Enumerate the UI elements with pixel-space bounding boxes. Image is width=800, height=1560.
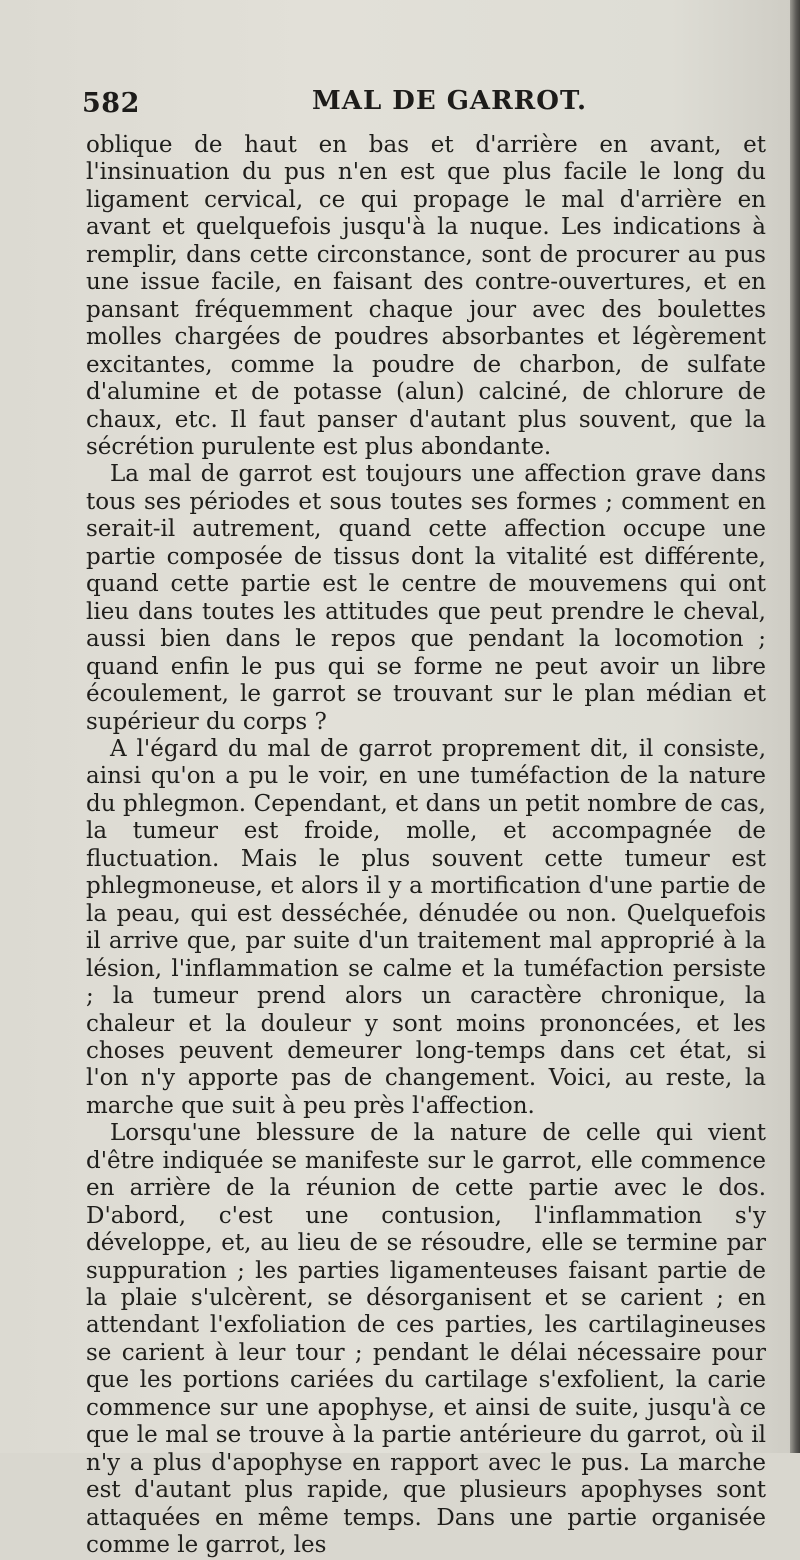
page-header	[82, 82, 772, 122]
paragraph-gravity: La mal de garrot est toujours une affection grave dans tous ses périodes et sous toutes ses formes ; comment en serait-il autrement, quand cette affection occupe une partie composée de tissus dont la vitalité est différente, quand cette partie est le centre de mouvemens qui ont lieu dans toutes les attitudes que peut prendre le cheval, aussi bien dans le repos que pendant la locomotion ; quand enfin le pus qui se forme ne peut avoir un libre écoulement, le garrot se trouvant sur le plan médian et supérieur du corps ?	[86, 461, 766, 735]
page-edge-shadow	[790, 0, 800, 1453]
running-title: MAL DE GARROT.	[312, 86, 587, 116]
body-text	[86, 132, 766, 1560]
paragraph-progression: Lorsqu'une blessure de la nature de celle qui vient d'être indiquée se manifeste sur le garrot, elle commence en arrière de la réunion de cette partie avec le dos. D'abord, c'est une contusion, l'inflammation s'y développe, et, au lieu de se résoudre, elle se termine par suppuration ; les parties ligamenteuses faisant partie de la plaie s'ulcèrent, se désorganisent et se carient ; en attendant l'exfoliation de ces parties, les cartilagineuses se carient à leur tour ; pendant le délai nécessaire pour que les portions cariées du cartilage s'exfolient, la carie commence sur une apophyse, et ainsi de suite, jusqu'à ce que le mal se trouve à la partie antérieure du garrot, où il n'y a plus d'apophyse en rapport avec le pus. La marche est d'autant plus rapide, que plusieurs apophyses sont attaquées en même temps. Dans une partie organisée comme le garrot, les	[86, 1120, 766, 1559]
paragraph-definition: A l'égard du mal de garrot proprement dit, il consiste, ainsi qu'on a pu le voir, en une tuméfaction de la nature du phlegmon. Cependant, et dans un petit nombre de cas, la tumeur est froide, molle, et accompagnée de fluctuation. Mais le plus souvent cette tumeur est phlegmoneuse, et alors il y a mortification d'une partie de la peau, qui est desséchée, dénudée ou non. Quelquefois il arrive que, par suite d'un traitement mal approprié à la lésion, l'inflammation se calme et la tuméfaction persiste ; la tumeur prend alors un caractère chronique, la chaleur et la douleur y sont moins prononcées, et les choses peuvent demeurer long-temps dans cet état, si l'on n'y apporte pas de changement. Voici, au reste, la marche que suit à peu près l'affection.	[86, 735, 766, 1119]
paragraph-continuation: oblique de haut en bas et d'arrière en avant, et l'insinuation du pus n'en est que plus facile le long du ligament cervical, ce qui propage le mal d'arrière en avant et quelquefois jusqu'à la nuque. Les indications à remplir, dans cette circonstance, sont de procurer au pus une issue facile, en faisant des contre-ouvertures, et en pansant fréquemment chaque jour avec des boulettes molles chargées de poudres absorbantes et légèrement excitantes, comme la poudre de charbon, de sulfate d'alumine et de potasse (alun) calciné, de chlorure de chaux, etc. Il faut panser d'autant plus souvent, que la sécrétion purulente est plus abondante.	[86, 132, 766, 460]
page-number: 582	[82, 88, 140, 119]
